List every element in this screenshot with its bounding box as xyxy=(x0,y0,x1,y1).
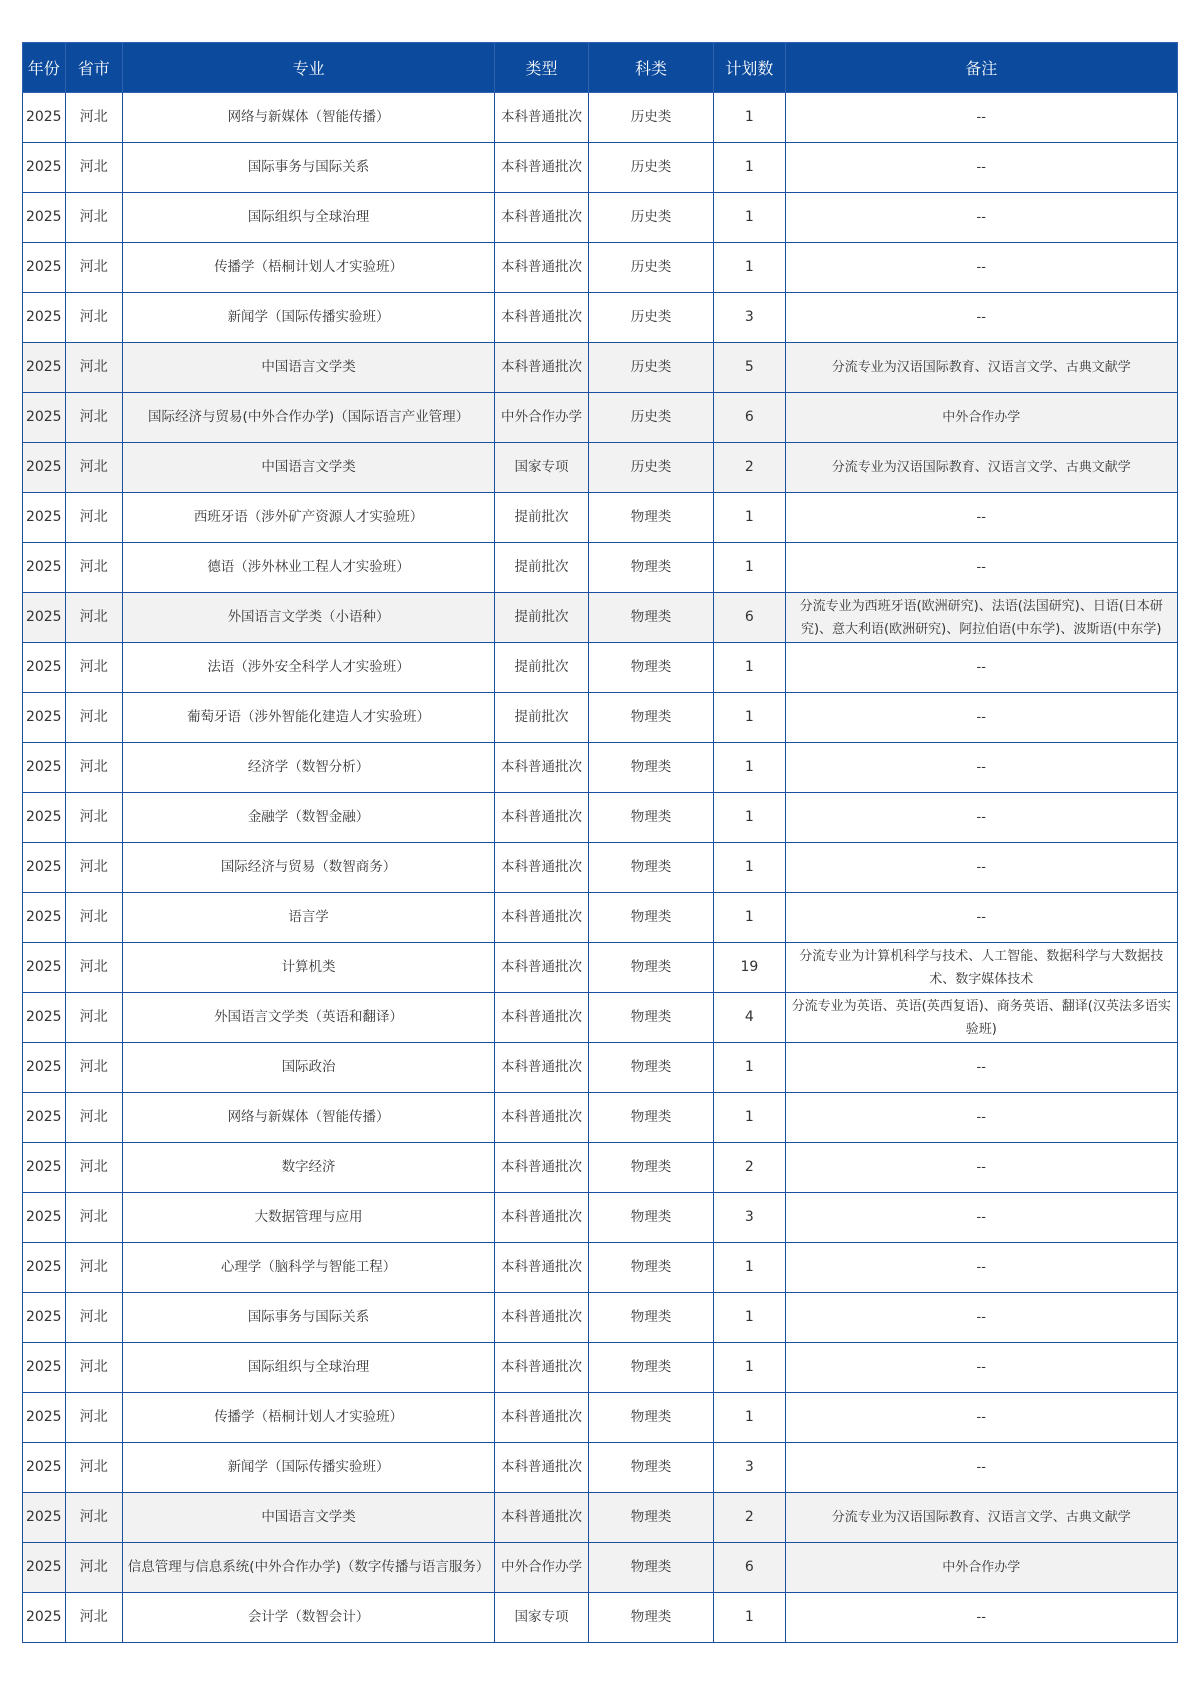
major-cell: 计算机类 xyxy=(122,943,494,993)
category-cell: 历史类 xyxy=(588,193,713,243)
category-cell: 物理类 xyxy=(588,843,713,893)
year-cell: 2025 xyxy=(23,143,66,193)
type-cell: 本科普通批次 xyxy=(495,293,589,343)
note-cell: 分流专业为汉语国际教育、汉语言文学、古典文献学 xyxy=(785,443,1178,493)
category-cell: 物理类 xyxy=(588,1493,713,1543)
major-cell: 新闻学（国际传播实验班） xyxy=(122,293,494,343)
province-cell: 河北 xyxy=(65,1493,122,1543)
note-cell: -- xyxy=(785,93,1178,143)
type-cell: 提前批次 xyxy=(495,593,589,643)
province-cell: 河北 xyxy=(65,1093,122,1143)
major-cell: 外国语言文学类（小语种） xyxy=(122,593,494,643)
table-row xyxy=(23,1493,1178,1543)
type-cell: 中外合作办学 xyxy=(495,393,589,443)
category-cell: 物理类 xyxy=(588,993,713,1043)
note-cell: 分流专业为汉语国际教育、汉语言文学、古典文献学 xyxy=(785,343,1178,393)
table-row xyxy=(23,493,1178,543)
table-row xyxy=(23,793,1178,843)
major-cell: 经济学（数智分析） xyxy=(122,743,494,793)
major-cell: 国际经济与贸易（数智商务） xyxy=(122,843,494,893)
province-cell: 河北 xyxy=(65,1143,122,1193)
major-cell: 信息管理与信息系统(中外合作办学)（数字传播与语言服务） xyxy=(122,1543,494,1593)
year-cell: 2025 xyxy=(23,1243,66,1293)
province-cell: 河北 xyxy=(65,293,122,343)
province-cell: 河北 xyxy=(65,443,122,493)
province-cell: 河北 xyxy=(65,193,122,243)
category-cell: 历史类 xyxy=(588,143,713,193)
major-cell: 新闻学（国际传播实验班） xyxy=(122,1443,494,1493)
year-cell: 2025 xyxy=(23,843,66,893)
major-cell: 网络与新媒体（智能传播） xyxy=(122,1093,494,1143)
province-cell: 河北 xyxy=(65,1193,122,1243)
note-cell: 分流专业为英语、英语(英西复语)、商务英语、翻译(汉英法多语实验班) xyxy=(785,993,1178,1043)
category-cell: 历史类 xyxy=(588,243,713,293)
plan-count-cell: 4 xyxy=(714,993,785,1043)
type-cell: 国家专项 xyxy=(495,1593,589,1643)
year-cell: 2025 xyxy=(23,1593,66,1643)
table-row xyxy=(23,143,1178,193)
year-cell: 2025 xyxy=(23,1293,66,1343)
plan-count-cell: 2 xyxy=(714,1143,785,1193)
major-cell: 国际事务与国际关系 xyxy=(122,143,494,193)
type-cell: 本科普通批次 xyxy=(495,193,589,243)
table-row xyxy=(23,993,1178,1043)
note-cell: -- xyxy=(785,743,1178,793)
table-row xyxy=(23,743,1178,793)
plan-count-cell: 1 xyxy=(714,143,785,193)
province-cell: 河北 xyxy=(65,1593,122,1643)
plan-count-cell: 1 xyxy=(714,93,785,143)
year-cell: 2025 xyxy=(23,1093,66,1143)
table-row xyxy=(23,1543,1178,1593)
note-cell: -- xyxy=(785,1143,1178,1193)
category-cell: 历史类 xyxy=(588,393,713,443)
province-cell: 河北 xyxy=(65,1343,122,1393)
category-cell: 物理类 xyxy=(588,1393,713,1443)
note-cell: -- xyxy=(785,1243,1178,1293)
table-row xyxy=(23,93,1178,143)
note-cell: -- xyxy=(785,1293,1178,1343)
type-cell: 本科普通批次 xyxy=(495,1043,589,1093)
header-category: 科类 xyxy=(588,43,713,93)
header-type: 类型 xyxy=(495,43,589,93)
major-cell: 国际事务与国际关系 xyxy=(122,1293,494,1343)
year-cell: 2025 xyxy=(23,1143,66,1193)
year-cell: 2025 xyxy=(23,393,66,443)
note-cell: 分流专业为计算机科学与技术、人工智能、数据科学与大数据技术、数字媒体技术 xyxy=(785,943,1178,993)
note-cell: -- xyxy=(785,1443,1178,1493)
province-cell: 河北 xyxy=(65,893,122,943)
note-cell: -- xyxy=(785,1343,1178,1393)
year-cell: 2025 xyxy=(23,943,66,993)
table-row xyxy=(23,1143,1178,1193)
province-cell: 河北 xyxy=(65,593,122,643)
province-cell: 河北 xyxy=(65,993,122,1043)
type-cell: 国家专项 xyxy=(495,443,589,493)
table-row xyxy=(23,243,1178,293)
year-cell: 2025 xyxy=(23,643,66,693)
year-cell: 2025 xyxy=(23,243,66,293)
province-cell: 河北 xyxy=(65,693,122,743)
category-cell: 物理类 xyxy=(588,1293,713,1343)
major-cell: 国际经济与贸易(中外合作办学)（国际语言产业管理） xyxy=(122,393,494,443)
province-cell: 河北 xyxy=(65,343,122,393)
note-cell: -- xyxy=(785,1593,1178,1643)
category-cell: 物理类 xyxy=(588,1093,713,1143)
category-cell: 物理类 xyxy=(588,1543,713,1593)
year-cell: 2025 xyxy=(23,543,66,593)
table-row xyxy=(23,443,1178,493)
type-cell: 提前批次 xyxy=(495,693,589,743)
note-cell: -- xyxy=(785,1193,1178,1243)
year-cell: 2025 xyxy=(23,743,66,793)
category-cell: 物理类 xyxy=(588,1043,713,1093)
year-cell: 2025 xyxy=(23,1043,66,1093)
type-cell: 本科普通批次 xyxy=(495,1193,589,1243)
header-plan-count: 计划数 xyxy=(714,43,785,93)
category-cell: 历史类 xyxy=(588,443,713,493)
major-cell: 葡萄牙语（涉外智能化建造人才实验班） xyxy=(122,693,494,743)
province-cell: 河北 xyxy=(65,543,122,593)
year-cell: 2025 xyxy=(23,1393,66,1443)
province-cell: 河北 xyxy=(65,1443,122,1493)
note-cell: -- xyxy=(785,793,1178,843)
plan-count-cell: 1 xyxy=(714,743,785,793)
year-cell: 2025 xyxy=(23,793,66,843)
table-row xyxy=(23,1193,1178,1243)
plan-count-cell: 3 xyxy=(714,293,785,343)
type-cell: 提前批次 xyxy=(495,643,589,693)
plan-count-cell: 1 xyxy=(714,1393,785,1443)
table-row xyxy=(23,343,1178,393)
province-cell: 河北 xyxy=(65,743,122,793)
table-row xyxy=(23,1593,1178,1643)
major-cell: 国际组织与全球治理 xyxy=(122,1343,494,1393)
category-cell: 物理类 xyxy=(588,1193,713,1243)
plan-count-cell: 1 xyxy=(714,843,785,893)
major-cell: 德语（涉外林业工程人才实验班） xyxy=(122,543,494,593)
header-year: 年份 xyxy=(23,43,66,93)
table-row xyxy=(23,643,1178,693)
plan-count-cell: 6 xyxy=(714,393,785,443)
major-cell: 中国语言文学类 xyxy=(122,1493,494,1543)
plan-count-cell: 1 xyxy=(714,1593,785,1643)
plan-count-cell: 1 xyxy=(714,493,785,543)
year-cell: 2025 xyxy=(23,493,66,543)
year-cell: 2025 xyxy=(23,293,66,343)
major-cell: 大数据管理与应用 xyxy=(122,1193,494,1243)
type-cell: 本科普通批次 xyxy=(495,1393,589,1443)
header-note: 备注 xyxy=(785,43,1178,93)
year-cell: 2025 xyxy=(23,593,66,643)
plan-count-cell: 19 xyxy=(714,943,785,993)
plan-count-cell: 1 xyxy=(714,893,785,943)
province-cell: 河北 xyxy=(65,1043,122,1093)
plan-count-cell: 1 xyxy=(714,1093,785,1143)
note-cell: -- xyxy=(785,693,1178,743)
year-cell: 2025 xyxy=(23,1443,66,1493)
major-cell: 法语（涉外安全科学人才实验班） xyxy=(122,643,494,693)
table-row xyxy=(23,393,1178,443)
category-cell: 物理类 xyxy=(588,893,713,943)
table-row xyxy=(23,1443,1178,1493)
note-cell: 中外合作办学 xyxy=(785,1543,1178,1593)
table-row xyxy=(23,1093,1178,1143)
note-cell: -- xyxy=(785,643,1178,693)
year-cell: 2025 xyxy=(23,893,66,943)
major-cell: 传播学（梧桐计划人才实验班） xyxy=(122,1393,494,1443)
type-cell: 本科普通批次 xyxy=(495,1493,589,1543)
type-cell: 本科普通批次 xyxy=(495,943,589,993)
note-cell: 分流专业为汉语国际教育、汉语言文学、古典文献学 xyxy=(785,1493,1178,1543)
category-cell: 物理类 xyxy=(588,1593,713,1643)
type-cell: 本科普通批次 xyxy=(495,1143,589,1193)
plan-count-cell: 1 xyxy=(714,1293,785,1343)
table-row xyxy=(23,293,1178,343)
type-cell: 提前批次 xyxy=(495,493,589,543)
plan-count-cell: 1 xyxy=(714,1343,785,1393)
type-cell: 提前批次 xyxy=(495,543,589,593)
type-cell: 本科普通批次 xyxy=(495,1343,589,1393)
plan-count-cell: 1 xyxy=(714,1243,785,1293)
year-cell: 2025 xyxy=(23,693,66,743)
plan-count-cell: 1 xyxy=(714,193,785,243)
major-cell: 心理学（脑科学与智能工程） xyxy=(122,1243,494,1293)
type-cell: 本科普通批次 xyxy=(495,993,589,1043)
type-cell: 本科普通批次 xyxy=(495,1443,589,1493)
plan-count-cell: 3 xyxy=(714,1443,785,1493)
province-cell: 河北 xyxy=(65,643,122,693)
category-cell: 物理类 xyxy=(588,1143,713,1193)
province-cell: 河北 xyxy=(65,493,122,543)
major-cell: 语言学 xyxy=(122,893,494,943)
note-cell: -- xyxy=(785,893,1178,943)
type-cell: 中外合作办学 xyxy=(495,1543,589,1593)
plan-count-cell: 6 xyxy=(714,593,785,643)
note-cell: -- xyxy=(785,1043,1178,1093)
table-row xyxy=(23,693,1178,743)
category-cell: 物理类 xyxy=(588,593,713,643)
header-row xyxy=(23,43,1178,93)
major-cell: 西班牙语（涉外矿产资源人才实验班） xyxy=(122,493,494,543)
table-header xyxy=(23,43,1178,93)
category-cell: 历史类 xyxy=(588,343,713,393)
type-cell: 本科普通批次 xyxy=(495,1293,589,1343)
category-cell: 物理类 xyxy=(588,1443,713,1493)
plan-count-cell: 1 xyxy=(714,793,785,843)
type-cell: 本科普通批次 xyxy=(495,243,589,293)
category-cell: 历史类 xyxy=(588,93,713,143)
category-cell: 物理类 xyxy=(588,543,713,593)
note-cell: -- xyxy=(785,1093,1178,1143)
note-cell: -- xyxy=(785,1393,1178,1443)
category-cell: 物理类 xyxy=(588,493,713,543)
type-cell: 本科普通批次 xyxy=(495,143,589,193)
year-cell: 2025 xyxy=(23,1343,66,1393)
major-cell: 传播学（梧桐计划人才实验班） xyxy=(122,243,494,293)
note-cell: -- xyxy=(785,543,1178,593)
plan-count-cell: 1 xyxy=(714,543,785,593)
category-cell: 物理类 xyxy=(588,1343,713,1393)
note-cell: -- xyxy=(785,493,1178,543)
plan-count-cell: 3 xyxy=(714,1193,785,1243)
plan-count-cell: 1 xyxy=(714,243,785,293)
province-cell: 河北 xyxy=(65,1393,122,1443)
plan-count-cell: 1 xyxy=(714,643,785,693)
table-row xyxy=(23,1293,1178,1343)
major-cell: 国际政治 xyxy=(122,1043,494,1093)
province-cell: 河北 xyxy=(65,943,122,993)
province-cell: 河北 xyxy=(65,1293,122,1343)
category-cell: 物理类 xyxy=(588,643,713,693)
plan-count-cell: 1 xyxy=(714,1043,785,1093)
year-cell: 2025 xyxy=(23,1193,66,1243)
type-cell: 本科普通批次 xyxy=(495,893,589,943)
plan-count-cell: 2 xyxy=(714,443,785,493)
plan-count-cell: 6 xyxy=(714,1543,785,1593)
type-cell: 本科普通批次 xyxy=(495,743,589,793)
category-cell: 物理类 xyxy=(588,743,713,793)
table-row xyxy=(23,193,1178,243)
admission-plan-table xyxy=(22,42,1178,1643)
table-row xyxy=(23,843,1178,893)
category-cell: 物理类 xyxy=(588,793,713,843)
year-cell: 2025 xyxy=(23,93,66,143)
table-row xyxy=(23,593,1178,643)
year-cell: 2025 xyxy=(23,343,66,393)
table-row xyxy=(23,943,1178,993)
province-cell: 河北 xyxy=(65,1543,122,1593)
note-cell: 中外合作办学 xyxy=(785,393,1178,443)
table-row xyxy=(23,543,1178,593)
note-cell: -- xyxy=(785,293,1178,343)
major-cell: 网络与新媒体（智能传播） xyxy=(122,93,494,143)
category-cell: 物理类 xyxy=(588,693,713,743)
category-cell: 历史类 xyxy=(588,293,713,343)
note-cell: -- xyxy=(785,843,1178,893)
type-cell: 本科普通批次 xyxy=(495,843,589,893)
major-cell: 国际组织与全球治理 xyxy=(122,193,494,243)
province-cell: 河北 xyxy=(65,793,122,843)
province-cell: 河北 xyxy=(65,93,122,143)
province-cell: 河北 xyxy=(65,1243,122,1293)
note-cell: 分流专业为西班牙语(欧洲研究)、法语(法国研究)、日语(日本研究)、意大利语(欧洲研究)、阿拉伯语(中东学)、波斯语(中东学) xyxy=(785,593,1178,643)
header-major: 专业 xyxy=(122,43,494,93)
year-cell: 2025 xyxy=(23,443,66,493)
category-cell: 物理类 xyxy=(588,1243,713,1293)
type-cell: 本科普通批次 xyxy=(495,1093,589,1143)
year-cell: 2025 xyxy=(23,1493,66,1543)
plan-count-cell: 2 xyxy=(714,1493,785,1543)
note-cell: -- xyxy=(785,243,1178,293)
year-cell: 2025 xyxy=(23,1543,66,1593)
table-row xyxy=(23,1043,1178,1093)
major-cell: 金融学（数智金融） xyxy=(122,793,494,843)
year-cell: 2025 xyxy=(23,993,66,1043)
table-row xyxy=(23,1393,1178,1443)
year-cell: 2025 xyxy=(23,193,66,243)
category-cell: 物理类 xyxy=(588,943,713,993)
table-row xyxy=(23,1343,1178,1393)
plan-count-cell: 1 xyxy=(714,693,785,743)
type-cell: 本科普通批次 xyxy=(495,343,589,393)
province-cell: 河北 xyxy=(65,143,122,193)
type-cell: 本科普通批次 xyxy=(495,1243,589,1293)
major-cell: 中国语言文学类 xyxy=(122,443,494,493)
note-cell: -- xyxy=(785,143,1178,193)
major-cell: 中国语言文学类 xyxy=(122,343,494,393)
admission-plan-table-container xyxy=(22,42,1178,1643)
major-cell: 外国语言文学类（英语和翻译） xyxy=(122,993,494,1043)
header-province: 省市 xyxy=(65,43,122,93)
major-cell: 数字经济 xyxy=(122,1143,494,1193)
table-body xyxy=(23,93,1178,1643)
table-row xyxy=(23,1243,1178,1293)
type-cell: 本科普通批次 xyxy=(495,93,589,143)
table-row xyxy=(23,893,1178,943)
province-cell: 河北 xyxy=(65,393,122,443)
plan-count-cell: 5 xyxy=(714,343,785,393)
note-cell: -- xyxy=(785,193,1178,243)
province-cell: 河北 xyxy=(65,843,122,893)
province-cell: 河北 xyxy=(65,243,122,293)
type-cell: 本科普通批次 xyxy=(495,793,589,843)
major-cell: 会计学（数智会计） xyxy=(122,1593,494,1643)
